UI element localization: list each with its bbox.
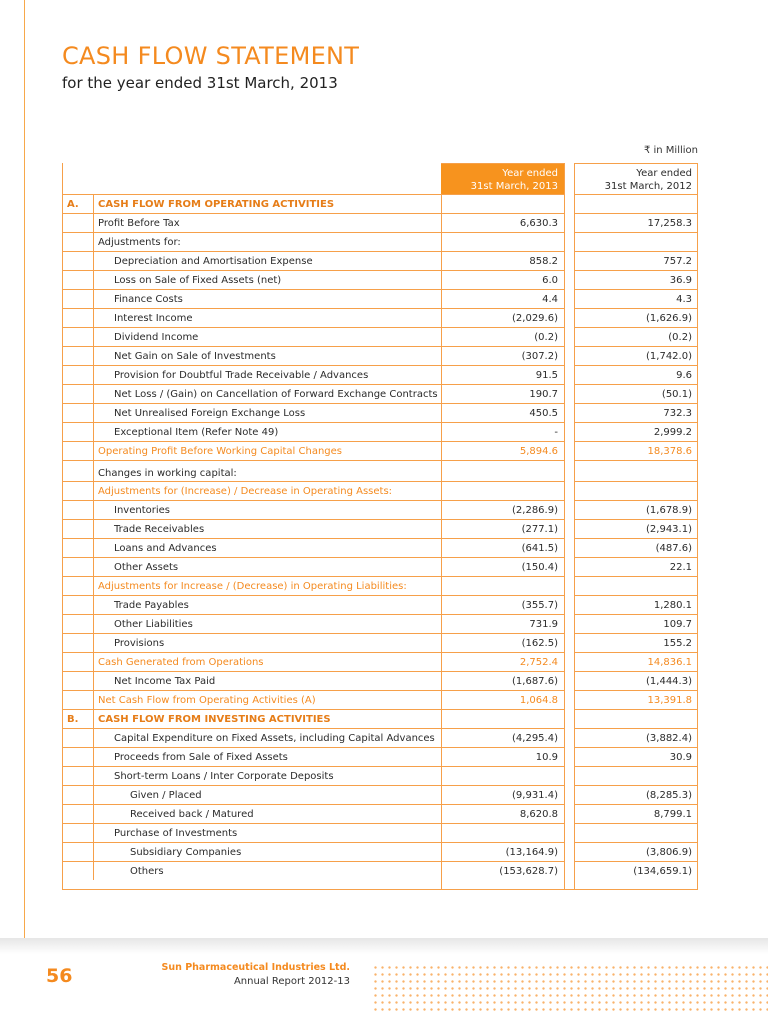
- section-separator: [93, 767, 94, 785]
- section-separator: [93, 558, 94, 576]
- footer-band: [0, 938, 768, 954]
- table-row: [62, 614, 698, 633]
- section-separator: [93, 404, 94, 422]
- value-2012: [574, 709, 698, 728]
- table-row: [62, 289, 698, 308]
- table-row: [62, 823, 698, 842]
- value-2012: 757.2: [574, 251, 698, 270]
- value-2012: (8,285.3): [574, 785, 698, 804]
- table-row: [62, 308, 698, 327]
- row-label: Dividend Income: [114, 332, 199, 343]
- page-number: 56: [46, 965, 73, 987]
- value-2012: 4.3: [574, 289, 698, 308]
- section-separator: [93, 271, 94, 289]
- row-label: Net Cash Flow from Operating Activities (A): [98, 695, 316, 706]
- row-label-cell: [62, 481, 441, 500]
- value-2012: [574, 481, 698, 500]
- section-separator: [93, 328, 94, 346]
- table-row: [62, 652, 698, 671]
- section-separator: [93, 634, 94, 652]
- table-row: [62, 576, 698, 595]
- value-2013: 8,620.8: [441, 804, 564, 823]
- table-row: [62, 441, 698, 460]
- row-label-cell: [62, 232, 441, 251]
- section-separator: [93, 805, 94, 823]
- section-separator: [93, 461, 94, 481]
- section-separator: [93, 423, 94, 441]
- row-label-cell: [62, 804, 441, 823]
- table-row: [62, 194, 698, 213]
- col-2013-line1: Year ended: [502, 168, 558, 179]
- value-2013: [441, 709, 564, 728]
- value-2013: [441, 232, 564, 251]
- table-row: [62, 804, 698, 823]
- value-2013: (4,295.4): [441, 728, 564, 747]
- row-label: Subsidiary Companies: [130, 847, 242, 858]
- value-2012: [574, 232, 698, 251]
- table-row: [62, 213, 698, 232]
- row-label-cell: [62, 842, 441, 861]
- value-2012: 732.3: [574, 403, 698, 422]
- row-label-cell: [62, 823, 441, 842]
- row-label-cell: [62, 728, 441, 747]
- section-separator: [93, 615, 94, 633]
- row-label-cell: [62, 213, 441, 232]
- row-label: Changes in working capital:: [98, 468, 237, 479]
- value-2012: 9.6: [574, 365, 698, 384]
- row-label: Received back / Matured: [130, 809, 254, 820]
- row-label: Adjustments for:: [98, 237, 181, 248]
- row-label-cell: [62, 576, 441, 595]
- row-label: Net Gain on Sale of Investments: [114, 351, 276, 362]
- row-label: CASH FLOW FROM OPERATING ACTIVITIES: [98, 199, 335, 210]
- row-label-cell: [62, 709, 441, 728]
- value-2012: [574, 576, 698, 595]
- section-separator: [93, 290, 94, 308]
- value-2012: (50.1): [574, 384, 698, 403]
- row-label: CASH FLOW FROM INVESTING ACTIVITIES: [98, 714, 331, 725]
- value-2013: (150.4): [441, 557, 564, 576]
- row-label: Net Unrealised Foreign Exchange Loss: [114, 408, 306, 419]
- unit-note: ₹ in Million: [643, 145, 698, 156]
- value-2012: (3,806.9): [574, 842, 698, 861]
- value-2013: (307.2): [441, 346, 564, 365]
- row-label: Provision for Doubtful Trade Receivable / Advances: [114, 370, 369, 381]
- row-label: Adjustments for Increase / (Decrease) in Operating Liabilities:: [98, 581, 407, 592]
- row-label: Other Liabilities: [114, 619, 193, 630]
- row-label-cell: [62, 652, 441, 671]
- table-row: [62, 232, 698, 251]
- row-label: Loans and Advances: [114, 543, 217, 554]
- value-2013: 450.5: [441, 403, 564, 422]
- section-separator: [93, 843, 94, 861]
- col-2012-line1: Year ended: [636, 168, 692, 179]
- value-2012: 22.1: [574, 557, 698, 576]
- row-label-cell: [62, 403, 441, 422]
- row-label-cell: [62, 194, 441, 213]
- value-2013: 5,894.6: [441, 441, 564, 460]
- value-2012: 109.7: [574, 614, 698, 633]
- row-label: Loss on Sale of Fixed Assets (net): [114, 275, 282, 286]
- value-2013: (277.1): [441, 519, 564, 538]
- value-2013: -: [441, 422, 564, 441]
- section-letter: B.: [67, 714, 79, 725]
- section-separator: [93, 729, 94, 747]
- value-2013: (355.7): [441, 595, 564, 614]
- section-separator: [93, 195, 94, 213]
- row-label: Net Income Tax Paid: [114, 676, 216, 687]
- row-label-cell: [62, 327, 441, 346]
- table-row: [62, 709, 698, 728]
- table-row: [62, 500, 698, 519]
- value-2013: (641.5): [441, 538, 564, 557]
- row-label-cell: [62, 251, 441, 270]
- row-label-cell: [62, 308, 441, 327]
- table-row: [62, 671, 698, 690]
- col-2013-line2: 31st March, 2013: [470, 181, 558, 192]
- value-2012: (1,626.9): [574, 308, 698, 327]
- section-separator: [93, 710, 94, 728]
- value-2012: (487.6): [574, 538, 698, 557]
- margin-rule: [24, 0, 25, 940]
- table-row: [62, 728, 698, 747]
- value-2012: 30.9: [574, 747, 698, 766]
- row-label-cell: [62, 785, 441, 804]
- row-label-cell: [62, 557, 441, 576]
- column-header-row: [62, 163, 698, 194]
- value-2013: [441, 481, 564, 500]
- value-2013: 10.9: [441, 747, 564, 766]
- table-row: [62, 766, 698, 785]
- section-separator: [93, 824, 94, 842]
- row-label-cell: [62, 671, 441, 690]
- value-2012: 18,378.6: [574, 441, 698, 460]
- row-label-cell: [62, 747, 441, 766]
- section-separator: [93, 442, 94, 460]
- row-label: Given / Placed: [130, 790, 202, 801]
- row-label: Interest Income: [114, 313, 193, 324]
- section-separator: [93, 366, 94, 384]
- row-label-cell: [62, 441, 441, 460]
- row-label-cell: [62, 500, 441, 519]
- report-name: Annual Report 2012-13: [233, 976, 350, 987]
- row-label-cell: [62, 270, 441, 289]
- section-separator: [93, 596, 94, 614]
- dot-pattern: [372, 964, 768, 1012]
- cash-flow-table: [62, 163, 698, 880]
- table-row: [62, 327, 698, 346]
- value-2012: 1,280.1: [574, 595, 698, 614]
- row-label-cell: [62, 614, 441, 633]
- row-label: Depreciation and Amortisation Expense: [114, 256, 313, 267]
- row-label: Adjustments for (Increase) / Decrease in Operating Assets:: [98, 486, 393, 497]
- value-2012: (1,444.3): [574, 671, 698, 690]
- value-2013: [441, 194, 564, 213]
- value-2013: (162.5): [441, 633, 564, 652]
- section-separator: [93, 233, 94, 251]
- value-2012: (1,678.9): [574, 500, 698, 519]
- table-row: [62, 346, 698, 365]
- value-2013: 2,752.4: [441, 652, 564, 671]
- value-2013: 858.2: [441, 251, 564, 270]
- table-row: [62, 365, 698, 384]
- table-row: [62, 481, 698, 500]
- row-label-cell: [62, 519, 441, 538]
- value-2012: 8,799.1: [574, 804, 698, 823]
- value-2012: (134,659.1): [574, 861, 698, 880]
- section-separator: [93, 309, 94, 327]
- company-name: Sun Pharmaceutical Industries Ltd.: [161, 962, 350, 973]
- row-label: Proceeds from Sale of Fixed Assets: [114, 752, 288, 763]
- row-label-cell: [62, 690, 441, 709]
- section-separator: [93, 520, 94, 538]
- row-label-cell: [62, 365, 441, 384]
- value-2013: (13,164.9): [441, 842, 564, 861]
- table-row: [62, 422, 698, 441]
- page-subtitle: for the year ended 31st March, 2013: [62, 74, 338, 92]
- value-2012: [574, 194, 698, 213]
- section-separator: [93, 385, 94, 403]
- page-title: CASH FLOW STATEMENT: [62, 42, 360, 70]
- row-label-cell: [62, 460, 441, 481]
- table-row: [62, 251, 698, 270]
- column-header-2012: [574, 163, 698, 194]
- value-2012: (0.2): [574, 327, 698, 346]
- value-2013: (1,687.6): [441, 671, 564, 690]
- table-row: [62, 633, 698, 652]
- value-2013: (153,628.7): [441, 861, 564, 880]
- row-label: Provisions: [114, 638, 165, 649]
- row-label: Net Loss / (Gain) on Cancellation of Forward Exchange Contracts: [114, 389, 438, 400]
- value-2013: 6,630.3: [441, 213, 564, 232]
- table-row: [62, 595, 698, 614]
- value-2013: [441, 460, 564, 481]
- row-label-cell: [62, 289, 441, 308]
- row-label: Exceptional Item (Refer Note 49): [114, 427, 279, 438]
- table-row: [62, 403, 698, 422]
- row-label: Profit Before Tax: [98, 218, 180, 229]
- value-2012: [574, 766, 698, 785]
- value-2013: 91.5: [441, 365, 564, 384]
- row-label: Capital Expenditure on Fixed Assets, including Capital Advances: [114, 733, 435, 744]
- table-row: [62, 557, 698, 576]
- section-separator: [93, 214, 94, 232]
- section-separator: [93, 748, 94, 766]
- table-row: [62, 460, 698, 481]
- value-2013: (2,029.6): [441, 308, 564, 327]
- value-2013: (2,286.9): [441, 500, 564, 519]
- value-2013: [441, 823, 564, 842]
- row-label-cell: [62, 595, 441, 614]
- table-border-bottom: [62, 889, 698, 890]
- row-label: Short-term Loans / Inter Corporate Deposits: [114, 771, 334, 782]
- table-row: [62, 690, 698, 709]
- value-2012: [574, 823, 698, 842]
- section-separator: [93, 786, 94, 804]
- value-2013: 4.4: [441, 289, 564, 308]
- value-2013: 190.7: [441, 384, 564, 403]
- section-separator: [93, 672, 94, 690]
- value-2013: 1,064.8: [441, 690, 564, 709]
- value-2013: (9,931.4): [441, 785, 564, 804]
- row-label-cell: [62, 538, 441, 557]
- row-label: Others: [130, 866, 164, 877]
- value-2013: [441, 576, 564, 595]
- section-separator: [93, 577, 94, 595]
- row-label: Trade Receivables: [114, 524, 205, 535]
- table-row: [62, 384, 698, 403]
- table-row: [62, 842, 698, 861]
- row-label: Inventories: [114, 505, 170, 516]
- section-separator: [93, 482, 94, 500]
- value-2012: (1,742.0): [574, 346, 698, 365]
- section-separator: [93, 862, 94, 880]
- table-row: [62, 785, 698, 804]
- section-letter: A.: [67, 199, 79, 210]
- table-row: [62, 519, 698, 538]
- value-2012: 2,999.2: [574, 422, 698, 441]
- table-row: [62, 861, 698, 880]
- row-label: Purchase of Investments: [114, 828, 238, 839]
- value-2012: 155.2: [574, 633, 698, 652]
- row-label-cell: [62, 861, 441, 880]
- header-label-cell: [62, 163, 441, 194]
- section-separator: [93, 252, 94, 270]
- row-label-cell: [62, 384, 441, 403]
- section-separator: [93, 501, 94, 519]
- table-row: [62, 270, 698, 289]
- value-2013: 6.0: [441, 270, 564, 289]
- table-row: [62, 538, 698, 557]
- section-separator: [93, 539, 94, 557]
- section-separator: [93, 347, 94, 365]
- row-label: Trade Payables: [114, 600, 189, 611]
- value-2012: (2,943.1): [574, 519, 698, 538]
- row-label-cell: [62, 766, 441, 785]
- section-separator: [93, 653, 94, 671]
- col-2012-line2: 31st March, 2012: [604, 181, 692, 192]
- row-label-cell: [62, 633, 441, 652]
- row-label-cell: [62, 422, 441, 441]
- table-row: [62, 747, 698, 766]
- value-2012: 14,836.1: [574, 652, 698, 671]
- section-separator: [93, 691, 94, 709]
- value-2012: 17,258.3: [574, 213, 698, 232]
- value-2013: 731.9: [441, 614, 564, 633]
- row-label-cell: [62, 346, 441, 365]
- row-label: Other Assets: [114, 562, 179, 573]
- value-2012: 13,391.8: [574, 690, 698, 709]
- value-2012: 36.9: [574, 270, 698, 289]
- value-2012: [574, 460, 698, 481]
- column-header-2013: [441, 163, 564, 194]
- value-2013: [441, 766, 564, 785]
- value-2013: (0.2): [441, 327, 564, 346]
- row-label: Finance Costs: [114, 294, 183, 305]
- value-2012: (3,882.4): [574, 728, 698, 747]
- row-label: Operating Profit Before Working Capital Changes: [98, 446, 343, 457]
- row-label: Cash Generated from Operations: [98, 657, 264, 668]
